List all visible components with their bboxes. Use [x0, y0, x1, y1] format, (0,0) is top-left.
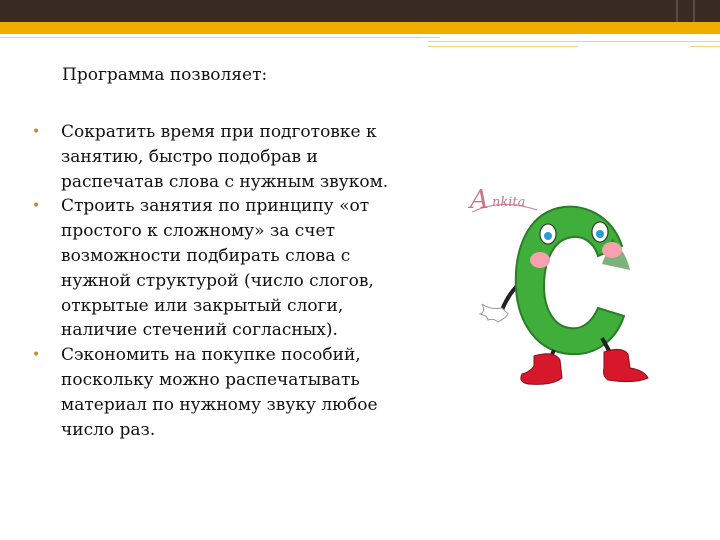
right-boot [604, 349, 649, 381]
accent-line [428, 41, 720, 42]
bullet-item [32, 343, 400, 442]
bullet-text: Строить занятия по принципу «от простого к сложному» за счет возможности подбирать слова с нужной структурой (число слогов, открытые или закрытый слоги, наличие стечений согласных). [61, 196, 374, 341]
left-boot [521, 354, 562, 385]
signature-watermark: A [470, 185, 489, 215]
slide-accent-bar [0, 22, 720, 34]
left-pupil [544, 232, 552, 240]
right-pupil [596, 230, 604, 238]
signature-watermark: nkita [492, 195, 526, 210]
bullet-text: Сэкономить на покупке пособий, поскольку можно распечатывать материал по нужному звуку любое число раз. [61, 345, 378, 440]
bullet-marker: • [32, 198, 41, 215]
accent-line [690, 46, 720, 47]
accent-line [428, 46, 578, 47]
bullet-text: Сократить время при подготовке к занятию, быстро подобрав и распечатав слова с нужным звуком. [61, 122, 389, 192]
left-cheek [530, 252, 550, 268]
bullet-item [32, 120, 400, 194]
right-cheek [602, 242, 622, 258]
bullet-marker: • [32, 124, 41, 140]
bullet-item [32, 194, 400, 343]
bullet-marker: • [32, 347, 41, 364]
slide-heading: Программа позволяет: [62, 65, 268, 85]
slide-header-bar [0, 0, 720, 22]
header-stripe [693, 0, 695, 22]
accent-line [0, 37, 440, 38]
header-stripe [676, 0, 678, 22]
letter-c-character-illustration [462, 168, 672, 398]
bullet-list [32, 120, 400, 442]
